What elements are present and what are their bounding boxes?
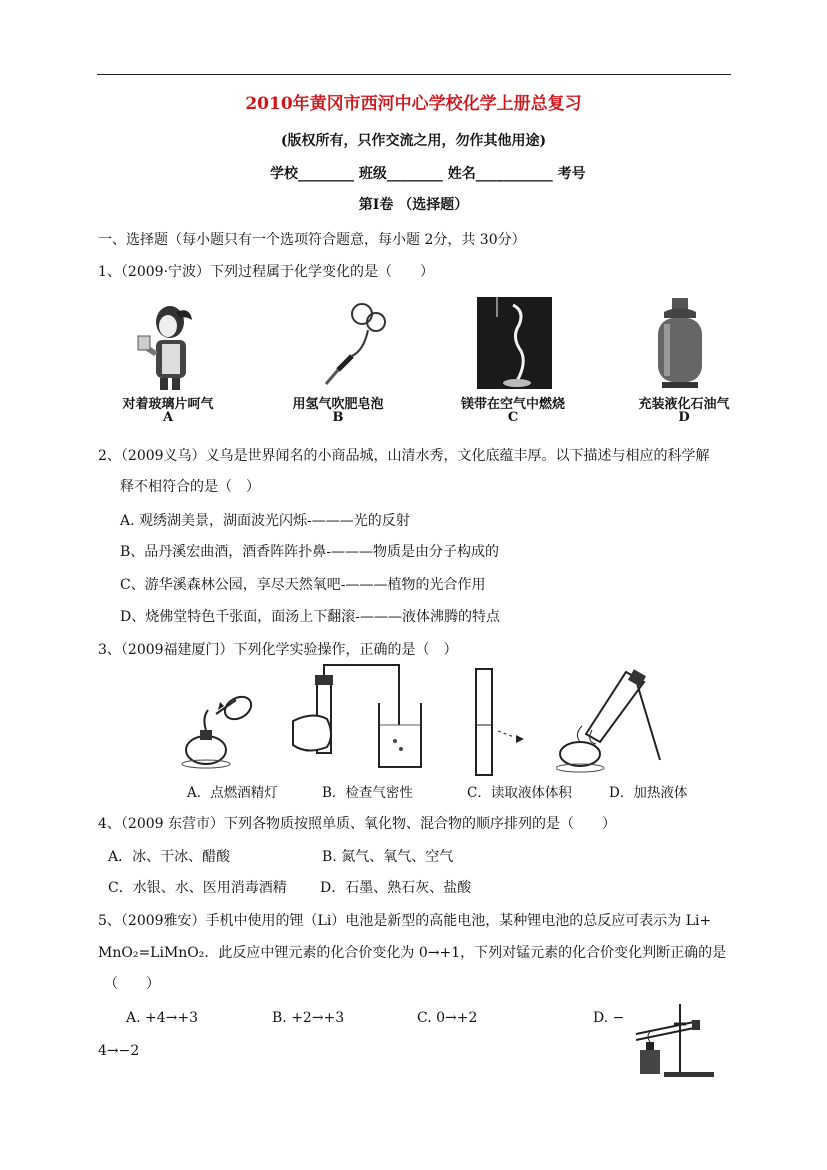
q1-letter-d: D xyxy=(678,410,690,425)
q5-option-d: D. − xyxy=(593,1010,625,1026)
q3-stem: 3、（2009福建厦门）下列化学实验操作，正确的是（ ） xyxy=(98,642,458,658)
q5-option-c: C. 0→+2 xyxy=(417,1010,478,1026)
q5-stem-line2: MnO₂=LiMnO₂．此反应中锂元素的化合价变化为 0→+1，下列对锰元素的化合价变化判断正确的是 xyxy=(98,945,727,961)
q2-option-b: B、品丹溪宏曲酒，酒香阵阵扑鼻-———物质是由分子构成的 xyxy=(120,544,500,560)
q3-option-c: C．读取液体体积 xyxy=(467,785,572,801)
q1-stem: 1、（2009·宁波）下列过程属于化学变化的是（ ） xyxy=(98,264,434,280)
heating-liquid-icon xyxy=(556,668,666,778)
q2-option-c: C、游华溪森林公园，享尽天然氧吧-———植物的光合作用 xyxy=(120,577,486,593)
alcohol-lamp-lighting-icon xyxy=(180,688,255,773)
q4-option-b: B. 氮气、氧气、空气 xyxy=(322,849,454,865)
q1-caption-b: 用氢气吹肥皂泡 xyxy=(292,397,384,412)
magnesium-burning-icon xyxy=(477,297,552,389)
person-breathing-icon xyxy=(132,300,202,392)
q4-option-a: A．冰、干冰、醋酸 xyxy=(108,849,231,865)
q1-letter-b: B xyxy=(332,410,344,425)
q5-option-b: B. +2→+3 xyxy=(272,1010,345,1026)
soap-bubble-icon xyxy=(312,300,392,392)
q5-option-d-continued: 4→−2 xyxy=(98,1043,140,1059)
student-info-line: 学校________ 班级________ 姓名___________ 考号 xyxy=(270,166,586,182)
q1-caption-d: 充装液化石油气 xyxy=(638,397,730,412)
q4-stem: 4、（2009 东营市）下列各物质按照单质、氧化物、混合物的顺序排列的是（ ） xyxy=(98,816,616,832)
q1-caption-c: 镁带在空气中燃烧 xyxy=(460,397,565,412)
q2-stem-line2: 释不相符合的是（ ） xyxy=(120,479,260,495)
q4-option-d: D．石墨、熟石灰、盐酸 xyxy=(320,880,472,896)
iron-stand-heating-icon xyxy=(628,1002,718,1080)
q1-letter-c: C xyxy=(507,410,519,425)
q4-option-c: C．水银、水、医用消毒酒精 xyxy=(108,880,287,896)
q2-option-d: D、烧佛堂特色千张面，面汤上下翻滚-———液体沸腾的特点 xyxy=(120,609,500,625)
part-title: 第Ⅰ卷 （选择题） xyxy=(358,197,469,213)
q3-option-a: A．点燃酒精灯 xyxy=(187,785,278,801)
q2-stem-line1: 2、（2009义乌）义乌是世界闻名的小商品城，山清水秀，文化底蕴丰厚。以下描述与相应的科学解 xyxy=(98,448,710,464)
q5-option-a: A. +4→+3 xyxy=(126,1010,199,1026)
q1-letter-a: A xyxy=(162,410,174,425)
q1-caption-a: 对着玻璃片呵气 xyxy=(122,397,214,412)
top-rule xyxy=(97,74,731,75)
measuring-cylinder-reading-icon xyxy=(470,667,530,779)
gas-cylinder-icon xyxy=(650,298,710,390)
q3-option-b: B．检查气密性 xyxy=(322,785,413,801)
q5-stem-line3: （ ） xyxy=(104,976,160,992)
page-title: 2010年黄冈市西河中心学校化学上册总复习 xyxy=(245,94,582,114)
q2-option-a: A. 观绣湖美景，湖面波光闪烁-———光的反射 xyxy=(120,513,410,529)
copyright-note: (版权所有，只作交流之用，勿作其他用途) xyxy=(280,133,547,149)
airtightness-check-icon xyxy=(283,663,433,775)
section-heading: 一、选择题（每小题只有一个选项符合题意，每小题 2分，共 30分） xyxy=(98,232,526,248)
q5-stem-line1: 5、（2009雅安）手机中使用的锂（Li）电池是新型的高能电池，某种锂电池的总反应可表示为 Li+ xyxy=(98,913,712,929)
q3-option-d: D．加热液体 xyxy=(609,785,688,801)
